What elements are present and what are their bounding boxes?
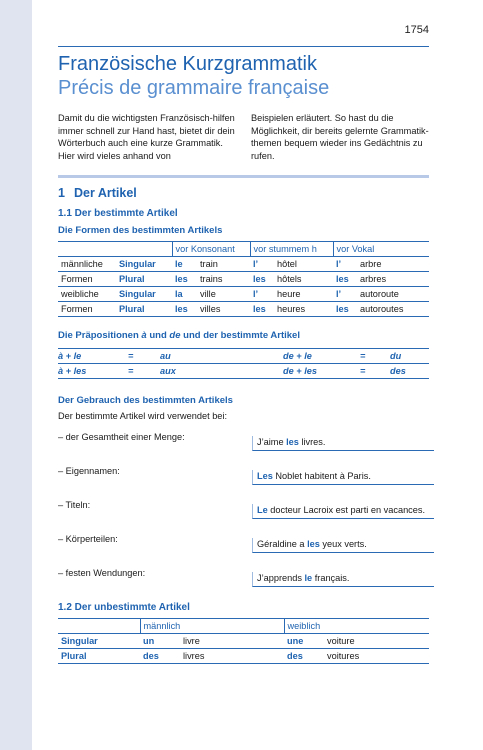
- header-vor-konsonant: vor Konsonant: [172, 242, 250, 257]
- usage-example: – Titeln: Le docteur Lacroix est parti en vacances.: [58, 500, 429, 534]
- usage-example: – festen Wendungen: J’apprends le français.: [58, 568, 429, 602]
- title-german: Französische Kurzgrammatik: [58, 53, 317, 75]
- table-header-row: [58, 242, 429, 257]
- usage-intro: Der bestimmte Artikel wird verwendet bei:: [58, 411, 228, 421]
- subsection-heading-1-2: 1.2 Der unbestimmte Artikel: [58, 602, 190, 613]
- table-row: Formen Plural les villes les heures les autoroutes: [58, 302, 429, 317]
- header-maennlich: männlich: [140, 619, 284, 634]
- usage-heading: Der Gebrauch des bestimmten Artikels: [58, 395, 233, 406]
- title-french: Précis de grammaire française: [58, 77, 330, 99]
- header-vor-vokal: vor Vokal: [333, 242, 429, 257]
- indefinite-article-table: [58, 618, 429, 664]
- usage-example: – der Gesamtheit einer Menge: J’aime les livres.: [58, 432, 429, 466]
- section-number: 1: [58, 186, 65, 200]
- intro-right: Beispielen erläutert. So hast du die Möglichkeit, dir bereits gelernte Grammatik-themen bequem wieder ins Gedächtnis zu rufen.: [251, 113, 429, 161]
- table-row: Formen Plural les trains les hôtels les arbres: [58, 272, 429, 287]
- table-row: à + les = aux de + les = des: [58, 364, 429, 379]
- prepositions-table: [58, 348, 429, 379]
- table-row: weibliche Singular la ville l’ heure l’ autoroute: [58, 287, 429, 302]
- intro-left: Damit du die wichtigsten Französisch-hilfen immer schnell zur Hand hast, bietet dir dein Wörterbuch auch eine kurze Grammatik. Hier wird vieles anhand von: [58, 113, 235, 161]
- usage-examples: [58, 432, 429, 602]
- table-header-row: [58, 619, 429, 634]
- usage-example: – Eigennamen: Les Noblet habitent à Paris.: [58, 466, 429, 500]
- header-weiblich: weiblich: [284, 619, 429, 634]
- table-row: männliche Singular le train l’ hôtel l’ arbre: [58, 257, 429, 272]
- section-heading: [58, 175, 429, 200]
- table-row: Plural des livres des voitures: [58, 649, 429, 664]
- prepositions-heading: Die Präpositionen à und de und der bestimmte Artikel: [58, 330, 300, 341]
- header-rule: [58, 46, 429, 47]
- header-vor-stummem-h: vor stummem h: [250, 242, 333, 257]
- usage-example: – Körperteilen: Géraldine a les yeux verts.: [58, 534, 429, 568]
- page-content: [58, 52, 429, 664]
- subsection-heading-1-1: 1.1 Der bestimmte Artikel: [58, 208, 178, 219]
- definite-article-table: [58, 241, 429, 317]
- forms-heading: Die Formen des bestimmten Artikels: [58, 225, 223, 236]
- table-row: à + le = au de + le = du: [58, 348, 429, 364]
- table-row: Singular un livre une voiture: [58, 634, 429, 649]
- page-margin-bar: [0, 0, 32, 750]
- page-number: 1754: [404, 24, 429, 36]
- intro-text: [58, 112, 429, 162]
- section-title: Der Artikel: [74, 186, 137, 200]
